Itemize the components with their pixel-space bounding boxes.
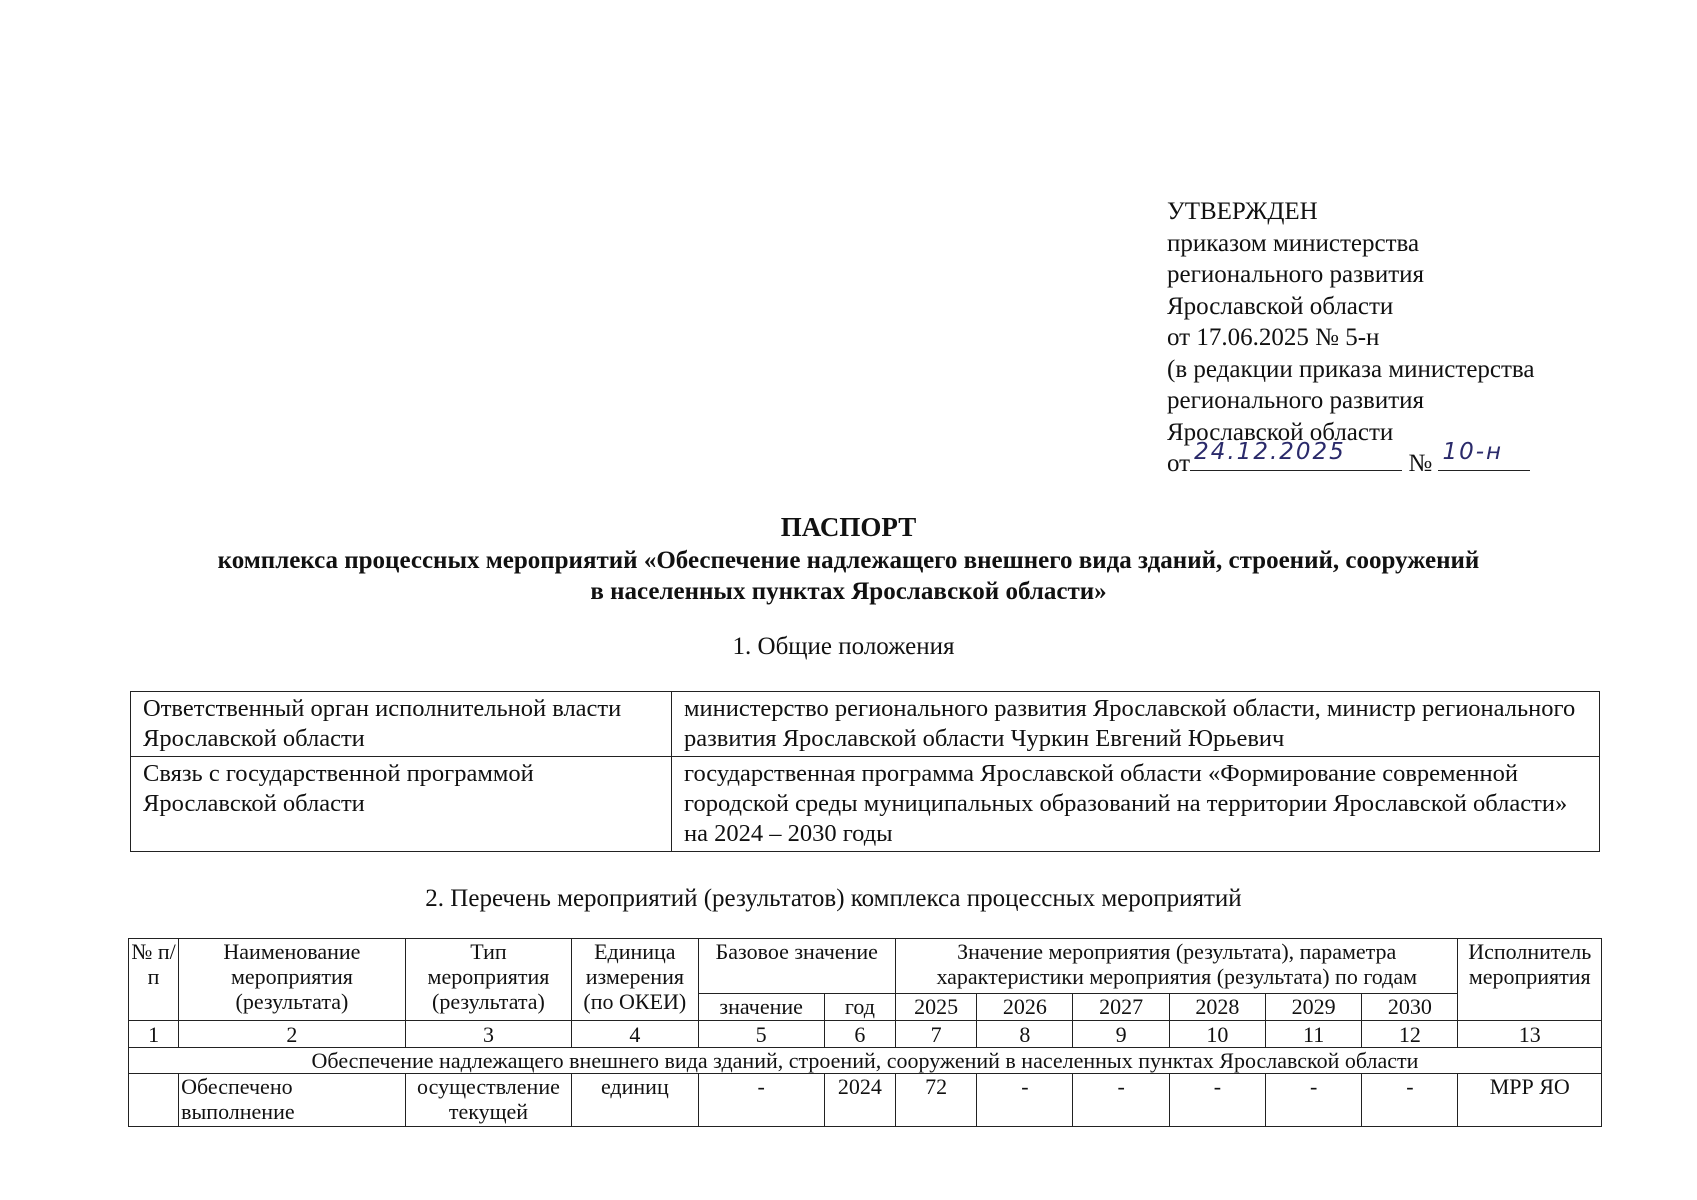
cell-name: Обеспечено выполнение [179,1074,406,1127]
general-provisions-table [130,691,1600,852]
column-number: 2 [179,1021,406,1048]
section-2-heading: 2. Перечень мероприятий (результатов) комплекса процессных мероприятий [425,885,1242,912]
table-row [131,757,1600,852]
header-type: Тип мероприятия (результата) [405,939,571,1021]
approval-line: Ярославской области [1167,418,1394,446]
subtitle-line-1: комплекса процессных мероприятий «Обеспечение надлежащего внешнего вида зданий, строений, сооружений [217,547,1480,574]
cell-executor: МРР ЯО [1458,1074,1602,1127]
date-blank [1190,438,1402,471]
row-label: Связь с государственной программой Ярославской области [131,757,672,852]
header-year: 2029 [1265,994,1361,1021]
cell-year-value: - [1265,1074,1361,1127]
cell-base-year: 2024 [824,1074,895,1127]
table-row [129,1074,1602,1127]
amendment-date-line [1167,438,1535,480]
approval-line: регионального развития [1167,387,1425,414]
column-number: 10 [1169,1021,1265,1048]
column-number: 12 [1362,1021,1458,1048]
cell-year-value: - [1169,1074,1265,1127]
group-title-row [129,1048,1602,1074]
column-number: 11 [1265,1021,1361,1048]
subtitle-line-2: в населенных пунктах Ярославской области» [590,578,1107,605]
section-1-heading: 1. Общие положения [732,633,955,660]
number-prefix: № [1408,450,1433,477]
cell-num [129,1074,179,1127]
column-number: 4 [572,1021,698,1048]
group-title: Обеспечение надлежащего внешнего вида зданий, строений, сооружений в населенных пунктах Ярославской области [129,1048,1602,1074]
cell-year-value: - [1362,1074,1458,1127]
cell-unit: единиц [572,1074,698,1127]
column-number: 13 [1458,1021,1602,1048]
header-year: 2026 [977,994,1073,1021]
cell-type: осуществление текущей [405,1074,571,1127]
approval-line: Ярославской области [1167,292,1394,320]
cell-base-value: - [698,1074,824,1127]
column-number: 3 [405,1021,571,1048]
measures-table [128,938,1602,1127]
table-row [131,692,1600,757]
handwritten-number: 10-н [1442,438,1504,465]
cell-year-value: - [1073,1074,1169,1127]
column-number: 8 [977,1021,1073,1048]
column-number: 5 [698,1021,824,1048]
cell-year-value: 72 [896,1074,977,1127]
row-value: государственная программа Ярославской области «Формирование современной городской среды муниципальных образований на территории Ярославской области» на 2024 – 2030 годы [672,757,1600,852]
header-base-year: год [824,994,895,1021]
document-subtitle [0,545,1697,607]
column-number: 7 [896,1021,977,1048]
header-year: 2027 [1073,994,1169,1021]
header-row [129,939,1602,994]
header-year: 2030 [1362,994,1458,1021]
approval-heading: УТВЕРЖДЕН [1167,198,1318,225]
date-prefix: от [1167,450,1191,477]
handwritten-date: 24.12.2025 [1194,438,1346,465]
cell-year-value: - [977,1074,1073,1127]
header-num: № п/п [129,939,179,1021]
approval-line: от 17.06.2025 № 5-н [1167,324,1380,351]
row-label: Ответственный орган исполнительной власти Ярославской области [131,692,672,757]
column-number-row [129,1021,1602,1048]
approval-line: регионального развития [1167,261,1425,288]
header-executor: Исполнитель мероприятия [1458,939,1602,1021]
approval-line: (в редакции приказа министерства [1167,355,1535,383]
header-year: 2028 [1169,994,1265,1021]
document-title: ПАСПОРТ [780,512,917,542]
column-number: 1 [129,1021,179,1048]
header-name: Наименование мероприятия (результата) [179,939,406,1021]
header-year: 2025 [896,994,977,1021]
header-unit: Единица измерения (по ОКЕИ) [572,939,698,1021]
header-base: Базовое значение [698,939,896,994]
approval-block [1167,196,1535,480]
row-value: министерство регионального развития Ярославской области, министр регионального развития Ярославской области Чуркин Евгений Юрьевич [672,692,1600,757]
approval-line: приказом министерства [1167,229,1420,257]
column-number: 6 [824,1021,895,1048]
header-base-value: значение [698,994,824,1021]
number-blank [1438,438,1530,471]
column-number: 9 [1073,1021,1169,1048]
header-values: Значение мероприятия (результата), параметра характеристики мероприятия (результата) по годам [896,939,1458,994]
